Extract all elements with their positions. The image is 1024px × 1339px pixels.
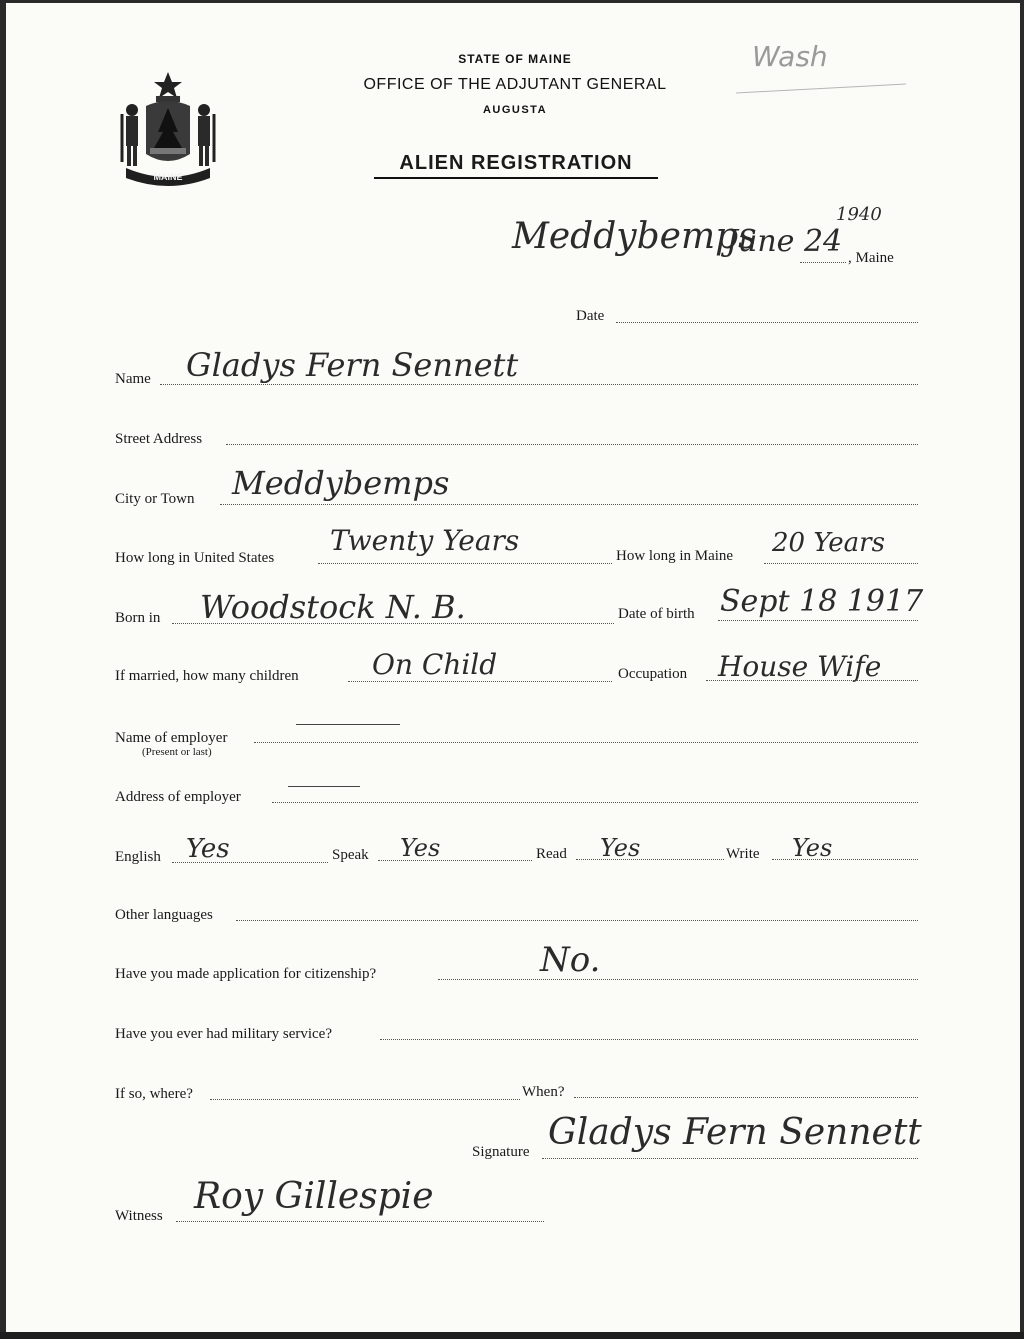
month-day-value: June 24 — [726, 224, 843, 259]
other-languages-dots — [236, 920, 918, 921]
pencil-underline — [736, 84, 906, 94]
occupation-value: House Wife — [718, 650, 882, 683]
when-label: When? — [522, 1084, 565, 1100]
how-long-us-dots — [318, 563, 612, 564]
date-of-birth-label: Date of birth — [618, 606, 695, 622]
scan-edge-left — [0, 0, 6, 1339]
date-of-birth-value: Sept 18 1917 — [720, 584, 924, 619]
street-label: Street Address — [115, 431, 203, 447]
how-long-maine-label: How long in Maine — [616, 548, 734, 564]
english-value: Yes — [186, 834, 230, 864]
speak-value: Yes — [400, 834, 441, 862]
date-of-birth-dots — [718, 620, 918, 621]
children-dots — [348, 681, 612, 682]
header-state: STATE OF MAINE — [458, 52, 572, 66]
employer-address-label: Address of employer — [115, 789, 241, 805]
citizenship-dots — [438, 979, 918, 980]
name-value: Gladys Fern Sennett — [186, 346, 519, 384]
witness-label: Witness — [115, 1208, 163, 1224]
maine-suffix: , Maine — [848, 250, 894, 266]
how-long-maine-value: 20 Years — [772, 528, 885, 558]
employer-dots — [254, 742, 918, 743]
where-dots — [210, 1099, 520, 1100]
city-value: Meddybemps — [232, 464, 450, 502]
read-label: Read — [536, 846, 567, 862]
seal-label: MAINE — [153, 172, 183, 182]
how-long-us-label: How long in United States — [115, 550, 275, 566]
name-dots — [160, 384, 918, 385]
english-label: English — [115, 849, 161, 865]
form-title: ALIEN REGISTRATION — [374, 152, 658, 179]
signature-label: Signature — [472, 1144, 530, 1160]
where-label: If so, where? — [115, 1086, 193, 1102]
witness-dots — [176, 1221, 544, 1222]
employer-label: Name of employer — [115, 730, 228, 746]
signature-value: Gladys Fern Sennett — [548, 1112, 922, 1153]
how-long-us-value: Twenty Years — [330, 524, 520, 557]
employer-sublabel: (Present or last) — [142, 746, 212, 758]
speak-label: Speak — [332, 847, 369, 863]
citizenship-label: Have you made application for citizenship? — [115, 966, 377, 982]
header-office: OFFICE OF THE ADJUTANT GENERAL — [363, 76, 667, 93]
employer-dash — [296, 724, 400, 725]
military-dots — [380, 1039, 918, 1040]
scan-edge-bottom — [0, 1332, 1024, 1339]
children-label: If married, how many children — [115, 668, 299, 684]
date-label: Date — [576, 308, 605, 324]
scan-edge-right — [1020, 0, 1024, 1339]
employer-address-dash — [288, 786, 360, 787]
pencil-note: Wash — [752, 40, 828, 73]
year-value: 1940 — [836, 204, 882, 225]
read-dots — [576, 859, 724, 860]
maine-seal-icon — [116, 70, 220, 188]
signature-dots — [542, 1158, 918, 1159]
witness-value: Roy Gillespie — [194, 1176, 434, 1217]
date-dots — [616, 322, 918, 323]
military-label: Have you ever had military service? — [115, 1026, 332, 1042]
occupation-label: Occupation — [618, 666, 688, 682]
write-value: Yes — [792, 834, 833, 862]
name-label: Name — [115, 371, 151, 387]
citizenship-value: No. — [540, 940, 601, 980]
born-in-value: Woodstock N. B. — [200, 588, 466, 626]
children-value: On Child — [372, 648, 498, 681]
born-in-label: Born in — [115, 610, 161, 626]
city-dots — [220, 504, 918, 505]
city-label: City or Town — [115, 491, 195, 507]
header-city: AUGUSTA — [482, 104, 548, 116]
how-long-maine-dots — [764, 563, 918, 564]
place-dots — [800, 262, 846, 263]
read-value: Yes — [600, 834, 641, 862]
scan-edge-top — [0, 0, 1024, 3]
place-value: Meddybemps — [512, 216, 757, 257]
other-languages-label: Other languages — [115, 907, 213, 923]
street-dots — [226, 444, 918, 445]
employer-address-dots — [272, 802, 918, 803]
when-dots — [574, 1097, 918, 1098]
write-label: Write — [726, 846, 760, 862]
